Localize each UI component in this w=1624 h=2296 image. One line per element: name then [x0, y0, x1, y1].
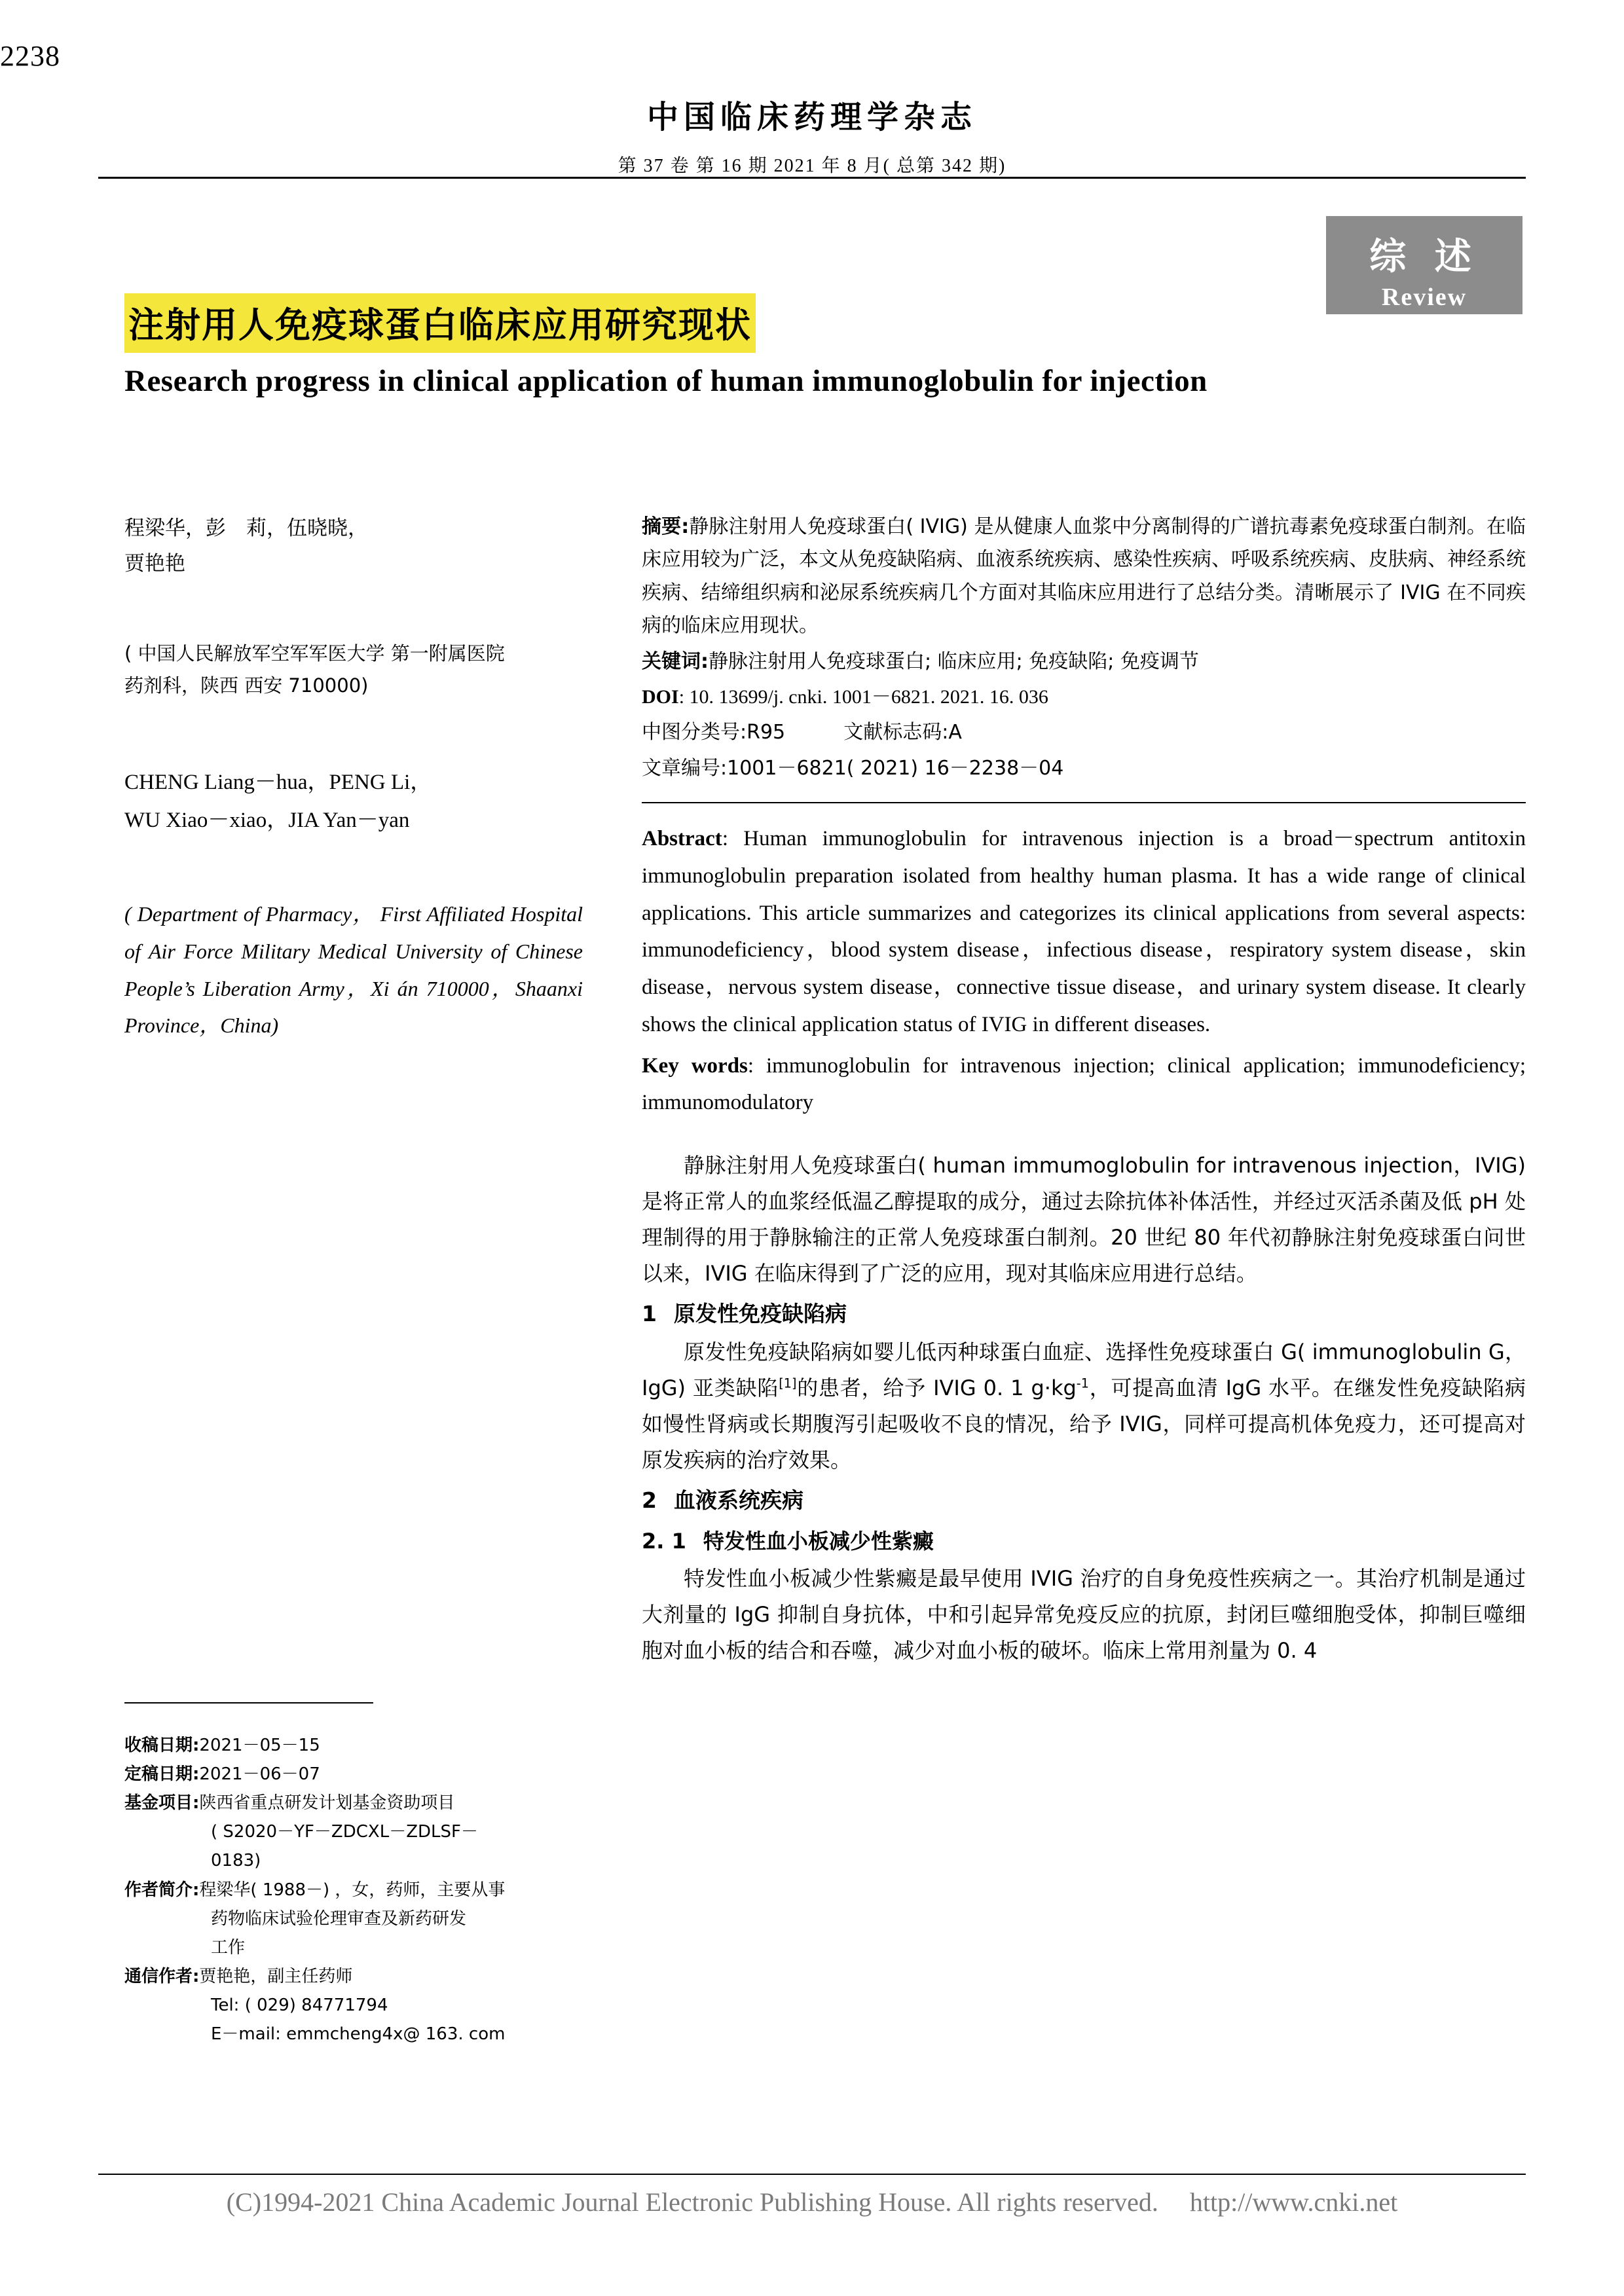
review-badge-cn: 综 述	[1369, 236, 1479, 278]
footnote-value: 工作	[211, 1937, 246, 1958]
footnote-row	[124, 2020, 583, 2048]
heading-number: 2	[642, 1487, 657, 1514]
affiliation-en: ( Department of Pharmacy， First Affiliated Hospital of Air Force Military Medical University of Chinese People’s Liberation Army，Xi án 710000，Shaanxi Province，China)	[124, 902, 583, 1038]
keywords-cn	[642, 646, 1526, 678]
doi-label: DOI	[642, 685, 679, 708]
journal-title: 中国临床药理学杂志	[646, 99, 977, 136]
keywords-cn-label: 关键词:	[642, 649, 709, 673]
page-number: 2238	[0, 40, 60, 72]
footnote-divider	[124, 1702, 373, 1704]
page-header	[98, 72, 1526, 177]
footnote-value: 2021－05－15	[199, 1736, 320, 1755]
abstract-cn	[642, 511, 1526, 643]
footer	[0, 2187, 1624, 2217]
footnote-value: 2021－06－07	[199, 1764, 320, 1785]
footnote-label: 定稿日期:	[124, 1764, 200, 1785]
footnote-value: 药物临床试验伦理审查及新药研发	[211, 1908, 467, 1929]
abstract-column	[642, 511, 1526, 1669]
abstract-divider	[642, 802, 1526, 803]
clc-line	[642, 716, 1526, 749]
footnote-value: 程梁华( 1988－) ，女，药师，主要从事	[199, 1880, 506, 1900]
keywords-en-text: : immunoglobulin for intravenous injection; clinical application; immunodeficiency; immunomodulatory	[642, 1053, 1526, 1115]
authors-en-line2: WU Xiao－xiao，JIA Yan－yan	[124, 808, 410, 832]
footnote-row	[124, 1905, 583, 1933]
clc-value: R95	[747, 721, 786, 744]
authors-en-line1: CHENG Liang－hua，PENG Li，	[124, 771, 432, 795]
article-body	[642, 1148, 1526, 1669]
footnote-block	[124, 1732, 583, 2049]
footnote-label: 作者简介:	[124, 1880, 200, 1900]
doi-value: : 10. 13699/j. cnki. 1001－6821. 2021. 16. 036	[678, 685, 1048, 708]
footnote-row	[124, 1732, 583, 1759]
footnote-label: 收稿日期:	[124, 1736, 200, 1755]
body-paragraph: 特发性血小板减少性紫癜是最早使用 IVIG 治疗的自身免疫性疾病之一。其治疗机制是通过大剂量的 IgG 抑制自身抗体，中和引起异常免疫反应的抗原，封闭巨噬细胞受体，抑制巨噬细胞对血小板的结合和吞噬，减少对血小板的破坏。临床上常用剂量为 0. 4	[642, 1565, 1526, 1663]
journal-issue-line: 第 37 卷 第 16 期 2021 年 8 月( 总第 342 期)	[618, 156, 1006, 176]
footnote-row	[124, 1992, 583, 2019]
footnote-value: 陕西省重点研发计划基金资助项目	[199, 1793, 455, 1813]
authors-cn	[124, 511, 583, 582]
authors-cn-line1: 程梁华，彭 莉，伍晓晓，	[124, 517, 368, 540]
article-id-line	[642, 752, 1526, 785]
heading-number: 1	[642, 1301, 657, 1327]
authors-cn-line2: 贾艳艳	[124, 552, 185, 576]
heading-text: 特发性血小板减少性紫癜	[703, 1528, 934, 1554]
footnote-value: E－mail: emmcheng4x@ 163. com	[211, 2024, 506, 2045]
footnote-value: 0183)	[211, 1851, 261, 1871]
footer-divider	[98, 2174, 1526, 2175]
keywords-en	[642, 1048, 1526, 1122]
footnote-row	[124, 1789, 583, 1817]
author-block	[124, 511, 583, 1044]
review-badge	[1326, 216, 1522, 314]
footnote-row	[124, 1963, 583, 1990]
footnote-row	[124, 1876, 583, 1904]
abstract-en-text: : Human immunoglobulin for intravenous injection is a broad－spectrum antitoxin immunoglobulin preparation isolated from healthy human plasma. It has a wide range of clinical applications. This article summarizes and categorizes its clinical applications from several aspects: immunodeficiency，blood system disease，infectious disease，respiratory system disease，skin disease，nervous system disease，connective tissue disease，and urinary system disease. It clearly shows the clinical application status of IVIG in different diseases.	[642, 827, 1526, 1036]
affiliation-cn-line1: ( 中国人民解放军空军军医大学 第一附属医院	[124, 642, 505, 665]
doi-line	[642, 681, 1526, 714]
keywords-cn-text: 静脉注射用人免疫球蛋白; 临床应用; 免疫缺陷; 免疫调节	[709, 649, 1199, 673]
affiliation-cn	[124, 638, 583, 702]
footnote-label: 基金项目:	[124, 1793, 200, 1813]
footnote-row	[124, 1760, 583, 1788]
abstract-en-label: Abstract	[642, 827, 722, 851]
heading-text: 血液系统疾病	[673, 1487, 803, 1514]
article-id-value: 1001－6821( 2021) 16－2238－04	[727, 756, 1064, 780]
heading-number: 2. 1	[642, 1528, 686, 1554]
footnote-value: ( S2020－YF－ZDCXL－ZDLSF－	[211, 1822, 478, 1842]
article-title-en: Research progress in clinical application of human immunoglobulin for injection	[124, 364, 1208, 398]
doc-code-label: 文献标志码:	[843, 721, 949, 744]
doc-code-value: A	[948, 721, 962, 744]
section-heading	[642, 1296, 1526, 1333]
authors-en	[124, 764, 583, 840]
footnote-row	[124, 1818, 583, 1846]
abstract-cn-text: 静脉注射用人免疫球蛋白( IVIG) 是从健康人血浆中分离制得的广谱抗毒素免疫球蛋白制剂。在临床应用较为广泛，本文从免疫缺陷病、血液系统疾病、感染性疾病、呼吸系统疾病、皮肤病、神经系统疾病、结缔组织病和泌尿系统疾病几个方面对其临床应用进行了总结分类。清晰展示了 IVIG 在不同疾病的临床应用现状。	[642, 515, 1526, 638]
heading-text: 原发性免疫缺陷病	[673, 1301, 847, 1327]
footnote-row	[124, 1847, 583, 1874]
footer-url[interactable]: http://www.cnki.net	[1189, 2187, 1398, 2217]
affiliation-cn-line2: 药剂科，陕西 西安 710000)	[124, 674, 369, 697]
body-paragraph: 静脉注射用人免疫球蛋白( human immumoglobulin for intravenous injection，IVIG) 是将正常人的血浆经低温乙醇提取的成分，通过去除抗体补体活性，并经过灭活杀菌及低 pH 处理制得的用于静脉输注的正常人免疫球蛋白制剂。20 世纪 80 年代初静脉注射免疫球蛋白问世以来，IVIG 在临床得到了广泛的应用，现对其临床应用进行总结。	[642, 1153, 1526, 1286]
footer-copyright: (C)1994-2021 China Academic Journal Electronic Publishing House. All rights reserved.	[226, 2187, 1158, 2217]
article-title-cn: 注射用人免疫球蛋白临床应用研究现状	[124, 293, 756, 353]
body-paragraph: 原发性免疫缺陷病如婴儿低丙种球蛋白血症、选择性免疫球蛋白 G( immunoglobulin G，IgG) 亚类缺陷[1]的患者，给予 IVIG 0. 1 $g\cdot kg^{-1}$，可提高血清 IgG 水平。在继发性免疫缺陷病如慢性肾病或长期腹泻引起吸收不良的情况，给予 IVIG，同样可提高机体免疫力，还可提高对原发疾病的治疗效果。	[642, 1339, 1526, 1473]
footnote-value: Tel: ( 029) 84771794	[211, 1995, 388, 2015]
clc-label: 中图分类号:	[642, 721, 747, 744]
abstract-cn-label: 摘要:	[642, 515, 690, 538]
subsection-heading	[642, 1523, 1526, 1559]
footnote-row	[124, 1934, 583, 1961]
abstract-en	[642, 820, 1526, 1044]
keywords-en-label: Key words	[642, 1053, 748, 1078]
header-divider	[98, 177, 1526, 179]
review-badge-en: Review	[1381, 283, 1467, 311]
footnote-label: 通信作者:	[124, 1966, 200, 1986]
section-heading	[642, 1482, 1526, 1520]
article-id-label: 文章编号:	[642, 756, 728, 780]
footnote-value: 贾艳艳，副主任药师	[199, 1966, 353, 1986]
